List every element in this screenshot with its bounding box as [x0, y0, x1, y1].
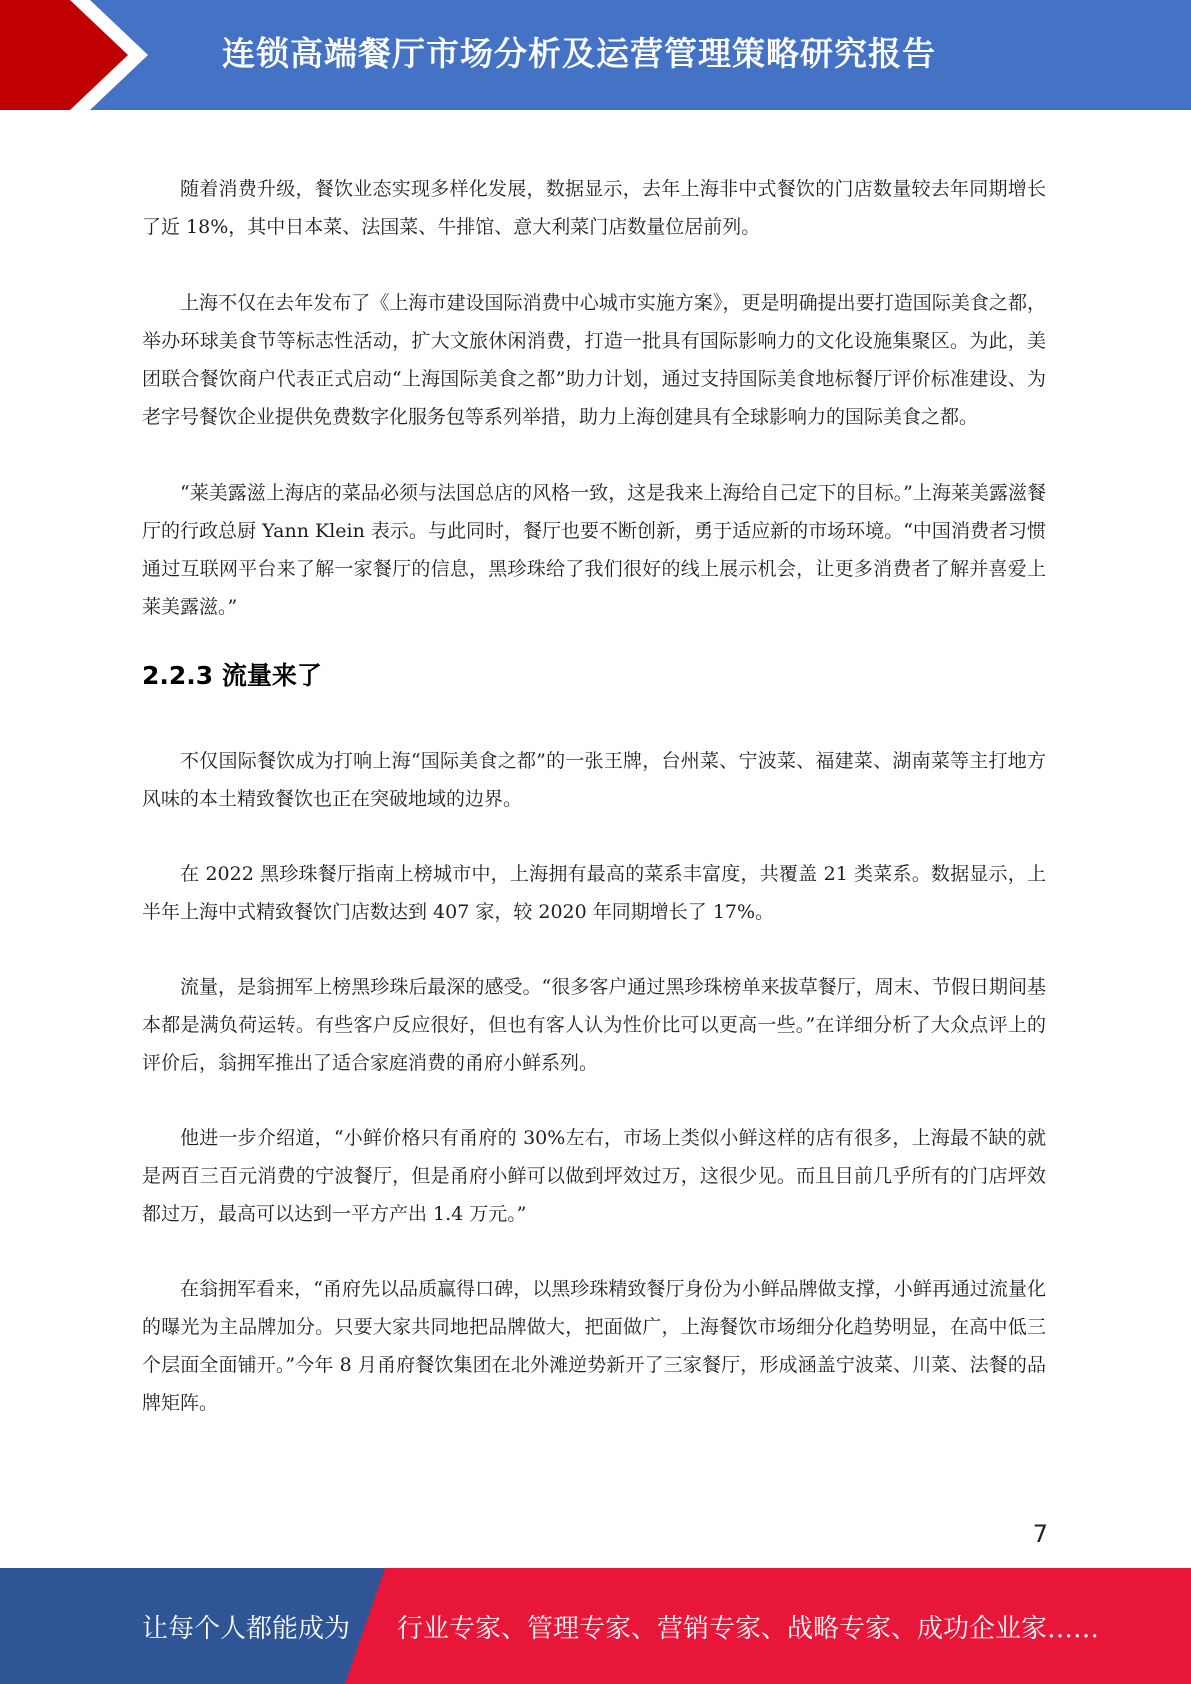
report-title: 连锁高端餐厅市场分析及运营管理策略研究报告: [222, 34, 936, 73]
page-footer: [0, 1568, 1191, 1684]
footer-slogan-left: 让每个人都能成为: [142, 1614, 351, 1644]
page-body: [142, 170, 1046, 1422]
paragraph: 上海不仅在去年发布了《上海市建设国际消费中心城市实施方案》，更是明确提出要打造国际美食之都，举办环球美食节等标志性活动，扩大文旅休闲消费，打造一批具有国际影响力的文化设施集聚区。为此，美团联合餐饮商户代表正式启动“上海国际美食之都”助力计划，通过支持国际美食地标餐厅评价标准建设、为老字号餐饮企业提供免费数字化服务包等系列举措，助力上海创建具有全球影响力的国际美食之都。: [142, 292, 1046, 428]
paragraph: 他进一步介绍道，“小鲜价格只有甬府的 30%左右，市场上类似小鲜这样的店有很多，上海最不缺的就是两百三百元消费的宁波餐厅，但是甬府小鲜可以做到坪效过万，这很少见。而且目前几乎所有的门店坪效都过万，最高可以达到一平方产出 1.4 万元。”: [142, 1127, 1046, 1225]
page-header: [0, 0, 1191, 110]
page-number: 7: [1032, 1520, 1048, 1548]
footer-slogan-right: 行业专家、管理专家、营销专家、战略专家、成功企业家……: [397, 1614, 1100, 1644]
paragraph: “莱美露滋上海店的菜品必须与法国总店的风格一致，这是我来上海给自己定下的目标。”上海莱美露滋餐厅的行政总厨 Yann Klein 表示。与此同时，餐厅也要不断创新，勇于适应新的市场环境。“中国消费者习惯通过互联网平台来了解一家餐厅的信息，黑珍珠给了我们很好的线上展示机会，让更多消费者了解并喜爱上莱美露滋。”: [142, 482, 1046, 618]
paragraph: 流量，是翁拥军上榜黑珍珠后最深的感受。“很多客户通过黑珍珠榜单来拔草餐厅，周末、节假日期间基本都是满负荷运转。有些客户反应很好，但也有客人认为性价比可以更高一些。”在详细分析了大众点评上的评价后，翁拥军推出了适合家庭消费的甬府小鲜系列。: [142, 976, 1046, 1074]
paragraph: 在 2022 黑珍珠餐厅指南上榜城市中，上海拥有最高的菜系丰富度，共覆盖 21 类菜系。数据显示，上半年上海中式精致餐饮门店数达到 407 家，较 2020 年同期增长了 17%。: [142, 863, 1046, 923]
paragraph: 在翁拥军看来，“甬府先以品质赢得口碑，以黑珍珠精致餐厅身份为小鲜品牌做支撑，小鲜再通过流量化的曝光为主品牌加分。只要大家共同地把品牌做大，把面做广，上海餐饮市场细分化趋势明显，在高中低三个层面全面铺开。”今年 8 月甬府餐饮集团在北外滩逆势新开了三家餐厅，形成涵盖宁波菜、川菜、法餐的品牌矩阵。: [142, 1278, 1046, 1414]
paragraph: 不仅国际餐饮成为打响上海“国际美食之都”的一张王牌，台州菜、宁波菜、福建菜、湖南菜等主打地方风味的本土精致餐饮也正在突破地域的边界。: [142, 750, 1046, 810]
section-heading: 2.2.3 流量来了: [142, 661, 322, 690]
paragraph: 随着消费升级，餐饮业态实现多样化发展，数据显示，去年上海非中式餐饮的门店数量较去年同期增长了近 18%，其中日本菜、法国菜、牛排馆、意大利菜门店数量位居前列。: [142, 178, 1046, 238]
header-arrow-icon: [0, 0, 170, 110]
